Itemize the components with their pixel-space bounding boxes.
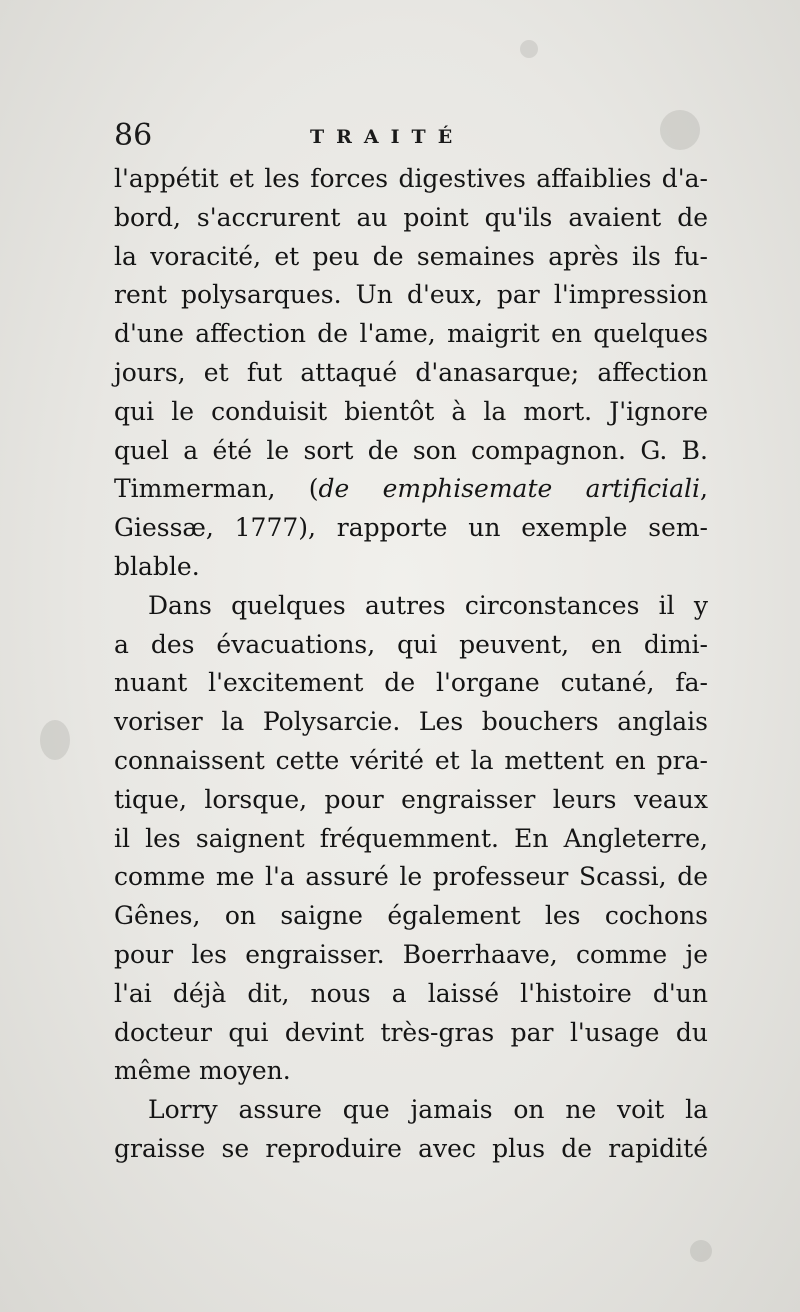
text-line: rent polysarques. Un d'eux, par l'impression — [114, 280, 708, 310]
citation-author: Timmerman, ( — [114, 474, 319, 504]
citation-title: de emphisemate artificiali — [318, 474, 701, 504]
text-line: l'ai déjà dit, nous a laissé l'histoire d'un — [114, 978, 708, 1008]
text-line: Gênes, on saigne également les cochons — [114, 901, 708, 931]
text-line: connaissent cette vérité et la mettent en pra- — [114, 745, 708, 775]
citation-punct: , — [700, 474, 708, 504]
text-line: Giessæ, 1777), rapporte un exemple sem- — [114, 513, 708, 543]
text-line: tique, lorsque, pour engraisser leurs veaux — [114, 784, 708, 814]
body-text — [114, 160, 708, 1169]
stain — [520, 40, 538, 58]
text-line: qui le conduisit bientôt à la mort. J'ignore — [114, 396, 708, 426]
text-line: il les saignent fréquemment. En Angleterre, — [114, 823, 708, 853]
text-line: graisse se reproduire avec plus de rapidité — [114, 1133, 708, 1163]
running-head: TRAITÉ — [310, 126, 465, 148]
page-header — [110, 116, 710, 156]
text-line-citation — [114, 470, 708, 509]
text-line: jours, et fut attaqué d'anasarque; affection — [114, 357, 708, 387]
text-line: même moyen. — [114, 1056, 291, 1086]
text-line: comme me l'a assuré le professeur Scassi, de — [114, 862, 708, 892]
text-line: l'appétit et les forces digestives affaiblies d'a- — [114, 164, 708, 193]
text-line: a des évacuations, qui peuvent, en dimi- — [114, 629, 708, 659]
text-line: pour les engraisser. Boerrhaave, comme je — [114, 939, 708, 969]
text-line: voriser la Polysarcie. Les bouchers anglais — [114, 707, 708, 737]
text-line: Dans quelques autres circonstances il y — [148, 590, 708, 620]
text-line: blable. — [114, 551, 200, 581]
text-line: bord, s'accrurent au point qu'ils avaient de — [114, 202, 708, 232]
text-line: Lorry assure que jamais on ne voit la — [148, 1095, 708, 1125]
page-number: 86 — [114, 118, 153, 153]
stain — [690, 1240, 712, 1262]
text-line: nuant l'excitement de l'organe cutané, fa- — [114, 668, 708, 698]
text-line: la voracité, et peu de semaines après ils fu- — [114, 241, 708, 271]
text-line: d'une affection de l'ame, maigrit en quelques — [114, 319, 708, 349]
text-line: docteur qui devint très-gras par l'usage du — [114, 1017, 708, 1047]
text-line: quel a été le sort de son compagnon. G. B. — [114, 435, 708, 465]
stain — [40, 720, 70, 760]
